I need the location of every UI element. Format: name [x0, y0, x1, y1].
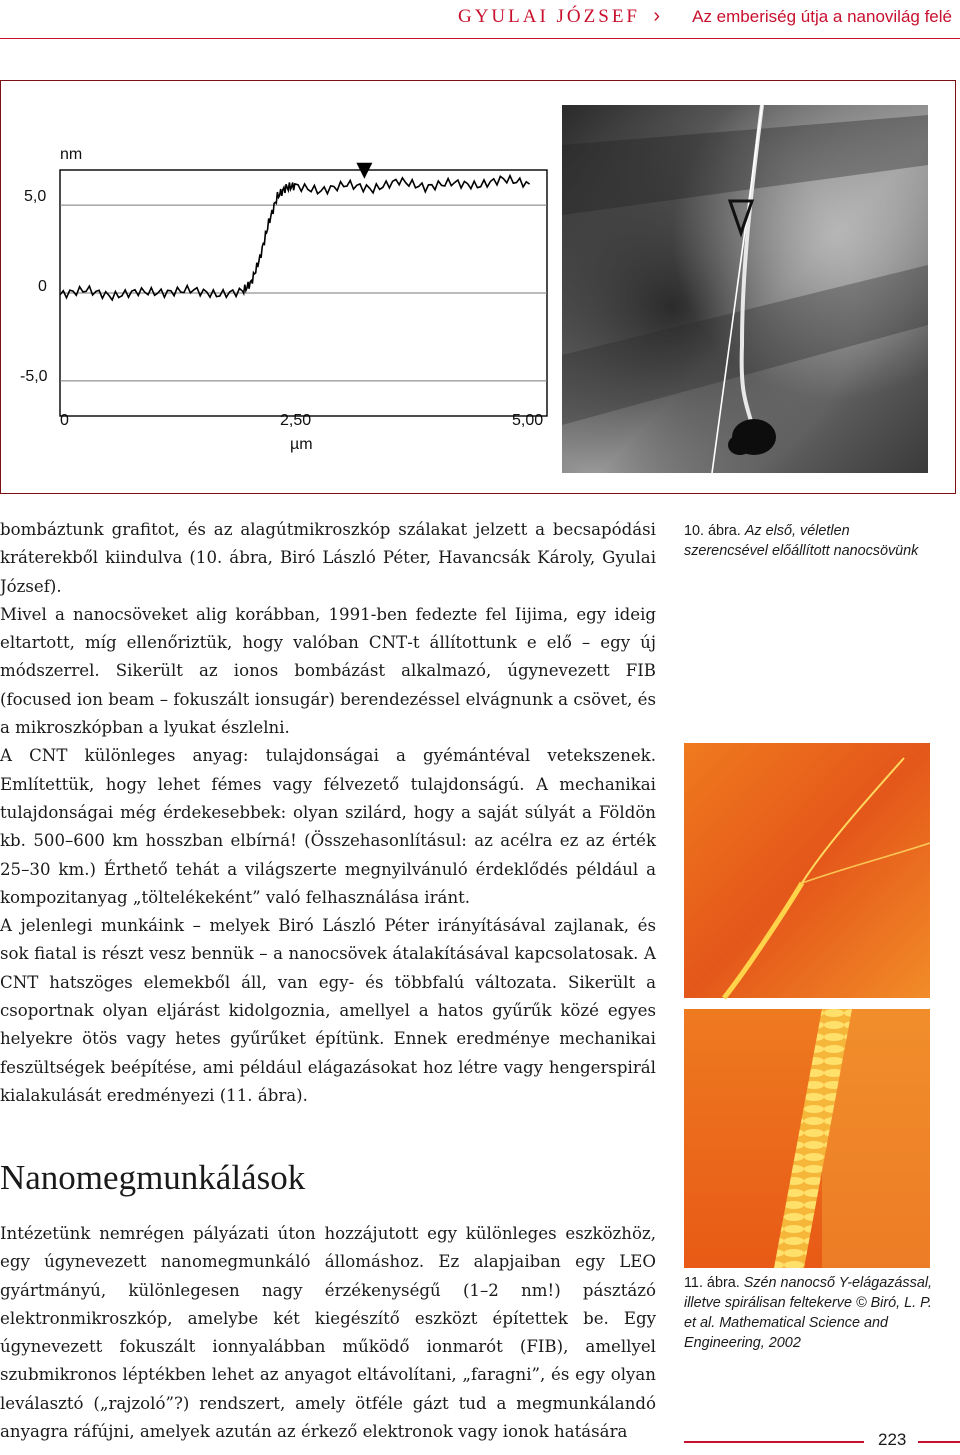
body-paragraph [0, 601, 656, 742]
figure-11-caption-text: Szén nanocső Y-elágazással, illetve spirálisan feltekerve © Biró, L. P. et al. Mathematical Science and Engineering, 2002 [684, 1275, 933, 1351]
acronym-cnt: CNT [29, 746, 68, 766]
plot-x-unit: µm [290, 436, 313, 453]
body-text-column-2 [0, 1220, 656, 1446]
plot-y-tick-label: 5,0 [24, 188, 47, 205]
body-text: ), amellyel szubmikronos léptékben lehet az anyagot eltávolítani, „faragni”, és egy olyan leválasztó („rajzoló”?) rendszert, amely ötféle gázt tud a megmunkálandó anyagra ráfújni, amelyek azután az érkező elektronok vagy ionok hatására [0, 1337, 656, 1442]
nanotube-micrograph-image [562, 105, 928, 473]
header-rule [0, 38, 960, 39]
profile-chart-svg [0, 80, 560, 494]
header-title: Az emberiség útja a nanovilág felé [692, 7, 952, 26]
body-text: gyártmányú, különlegesen nagy érzékenységű (1–2 nm!) pásztázó elektronmikroszkóp, amelybe két kiegészítő eszközt építettek be. Egy úgynevezett fokuszált ionnyalábban működő ionmarót ( [0, 1280, 656, 1357]
nanotube-y-junction-spiral-image [684, 743, 930, 1268]
figure-10-caption [684, 521, 934, 561]
footer-rule-right [918, 1441, 960, 1443]
triangle-marker [356, 163, 372, 179]
header-author: GYULAI JÓZSEF [457, 6, 640, 27]
acronym-fib: FIB [625, 661, 656, 681]
plot-x-tick-label: 0 [60, 412, 69, 429]
plot-y-unit: nm [60, 146, 83, 163]
acronym-cnt: CNT [0, 972, 39, 992]
body-text-column [0, 516, 656, 1110]
body-text: -t állítottunk e elő – egy új módszerrel. Sikerült az ionos bombázást alkalmazó, úgynevezett [0, 633, 657, 681]
running-header [0, 0, 960, 40]
plot-x-tick-label: 5,00 [512, 412, 544, 429]
section-heading: Nanomegmunkálások [0, 1158, 306, 1197]
body-text: különleges anyag: tulajdonságai a gyémántéval vetekszenek. Említettük, hogy lehet fémes vagy félvezető tulajdonságú. A mechanikai tulajdonságai még érdekesebbek: olyan szilárd, hogy a saját súlyát a Földön kb. 500–600 km hosszban elbírná! (Összehasonlításul: az acélra ez az érték 25–30 km.) Érthető tehát a világszerte megnyilvánuló érdeklődés például a kompozitanyag „töltelékeként” való felhasználása iránt. [0, 746, 656, 907]
page-number: 223 [878, 1430, 907, 1449]
body-paragraph [0, 1220, 656, 1446]
figure-11-caption-number: 11. ábra. [684, 1275, 740, 1291]
plot-x-tick-label: 2,50 [280, 412, 312, 429]
footer-rule-left [684, 1441, 864, 1443]
body-paragraph [0, 516, 656, 601]
figure-10-micrograph [562, 105, 928, 473]
figure-11-image [684, 743, 930, 1268]
body-text: hatszöges elemekből áll, van egy- és többfalú változata. Sikerült a csoportnak olyan eljárást kidolgoznia, amellyel a hatos gyűrűk közé egyes helyekre ötös vagy hetes gyűrűket építünk. Ennek eredménye mechanikai feszültségek beépítése, ami például elágazásokat hoz létre vagy hengerspirál kialakulását eredményezi (11. ábra). [0, 972, 656, 1105]
acronym-leo: LEO [619, 1252, 656, 1272]
body-paragraph [0, 742, 656, 912]
body-text: Intézetünk nemrégen pályázati úton hozzájutott egy különleges eszközhöz, egy úgynevezett nanomegmunkáló állomáshoz. Ez alapjaiban egy [0, 1224, 656, 1272]
figure-10-caption-number: 10. ábra. [684, 523, 741, 539]
figure-10-caption-text: Az első, véletlen szerencsével előállított nanocsövünk [684, 523, 919, 559]
body-text: A [0, 746, 30, 766]
plot-y-tick-label: -5,0 [20, 368, 48, 385]
figure-10-plot [0, 80, 560, 494]
height-profile-line [60, 176, 530, 300]
body-text: (focused ion beam – fokuszált ionsugár) berendezéssel elvágnunk a csövet, és a mikroszkópban a lyukat észlelni. [0, 689, 656, 738]
header-separator: › [653, 5, 660, 27]
plot-y-tick-label: 0 [38, 278, 47, 295]
figure-11-caption [684, 1273, 934, 1353]
acronym-cnt: CNT [368, 633, 408, 653]
acronym-fib: FIB [526, 1337, 557, 1357]
body-text: A jelenlegi munkáink – melyek Biró László Péter irányításával zajlanak, és sok fiatal is részt vesz bennük – a nanocsövek átalakításával kapcsolatosak. A [0, 916, 656, 964]
body-paragraph [0, 912, 656, 1110]
body-text: bombáztunk grafitot, és az alagútmikroszkóp szálakat jelzett a becsapódási kráterekből kiindulva (10. ábra, Biró László Péter, Havancsák Károly, Gyulai József). [0, 520, 656, 596]
body-text: Mivel a nanocsöveket alig korábban, 1991-ben fedezte fel Iijima, egy ideig eltartott, míg ellenőriztük, hogy valóban [0, 604, 656, 653]
